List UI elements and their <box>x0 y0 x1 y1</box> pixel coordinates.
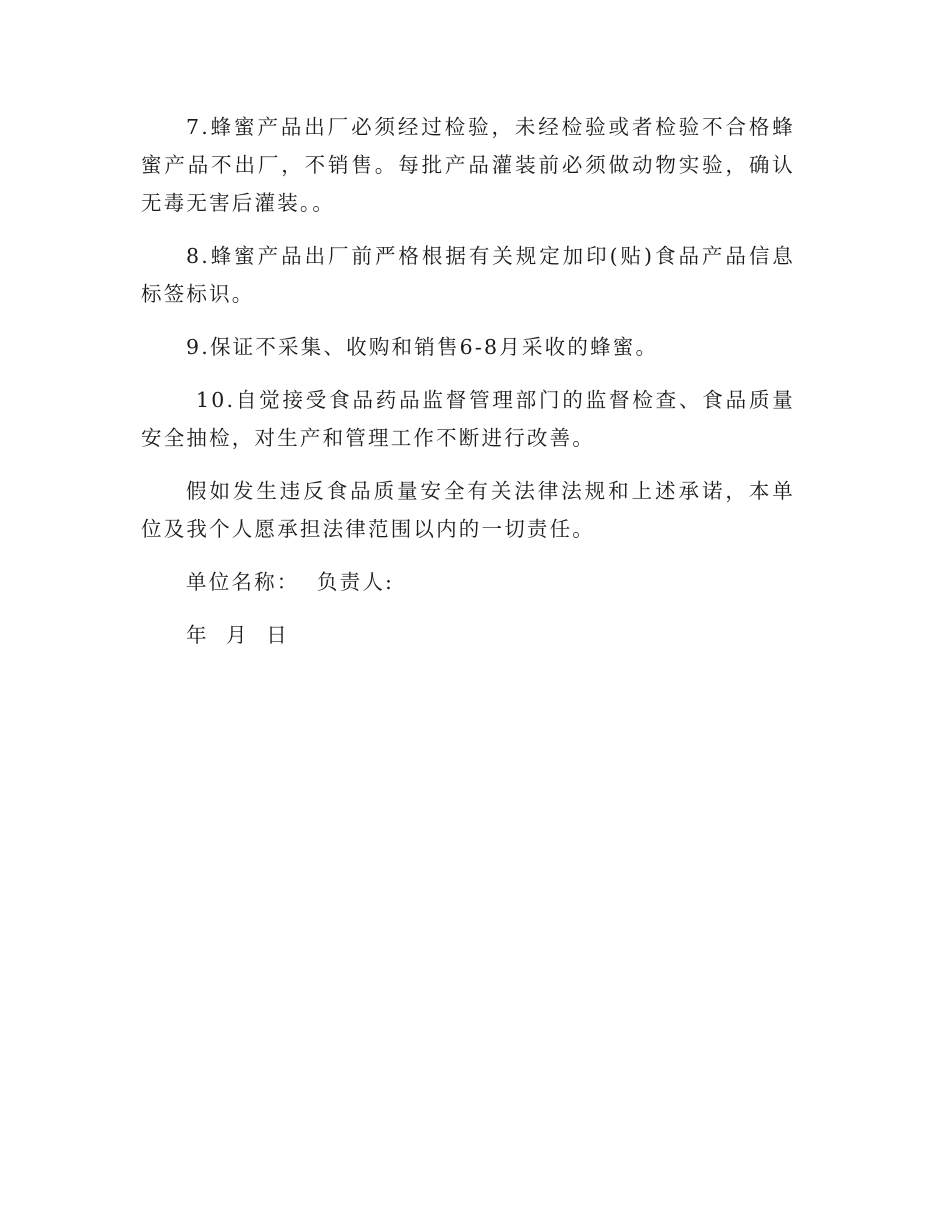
signature-line: 单位名称： 负责人: <box>186 570 395 594</box>
clause-9: 9.保证不采集、收购和销售6-8月采收的蜂蜜。 <box>186 335 659 359</box>
clause-8: 8.蜂蜜产品出厂前严格根据有关规定加印(贴)食品产品信息标签标识。 <box>141 244 795 306</box>
date-line: 年 月 日 <box>186 623 289 647</box>
document-body <box>141 108 795 669</box>
clause-10: 10.自觉接受食品药品监督管理部门的监督检查、食品质量安全抽检，对生产和管理工作不断进行改善。 <box>141 388 795 450</box>
clause-7: 7.蜂蜜产品出厂必须经过检验，未经检验或者检验不合格蜂蜜产品不出厂，不销售。每批产品灌装前必须做动物实验，确认无毒无害后灌装。。 <box>141 115 795 215</box>
liability-statement: 假如发生违反食品质量安全有关法律法规和上述承诺，本单位及我个人愿承担法律范围以内的一切责任。 <box>141 479 795 541</box>
